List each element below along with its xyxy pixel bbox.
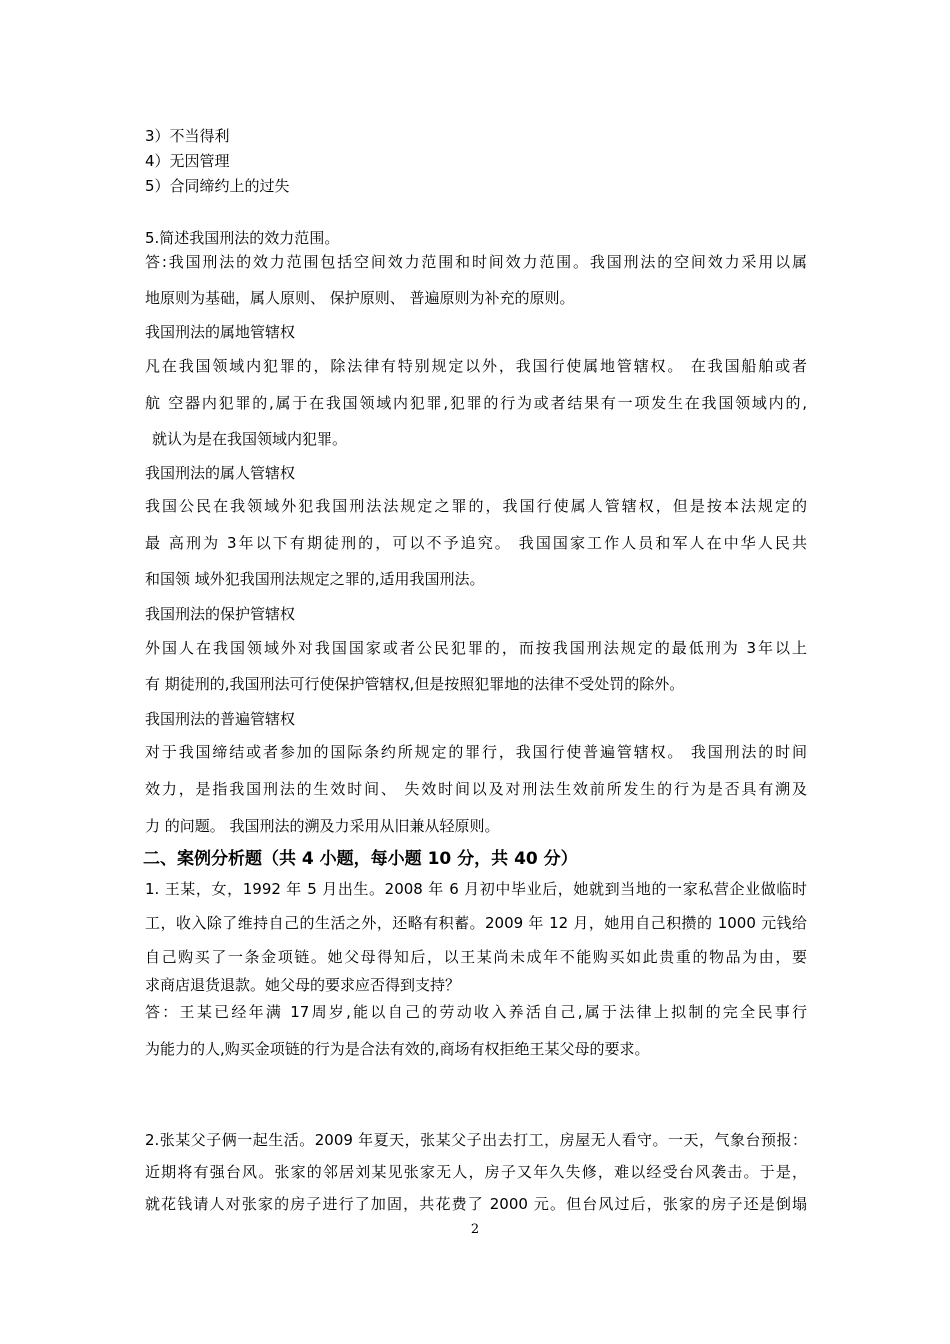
paragraph-line: 最 高刑为 3年以下有期徒刑的，可以不予追究。 我国国家工作人员和军人在中华人民共: [145, 534, 807, 552]
list-item: 4）无因管理: [145, 152, 230, 170]
case-1-answer-line: 答：王某已经年满 17周岁,能以自己的劳动收入养活自己,属于法律上拟制的完全民事行: [145, 1003, 807, 1021]
answer-line: 答:我国刑法的效力范围包括空间效力范围和时间效力范围。我国刑法的空间效力采用以属: [145, 253, 807, 271]
paragraph-line: 航 空器内犯罪的,属于在我国领域内犯罪,犯罪的行为或者结果有一项发生在我国领域内的,: [145, 394, 807, 412]
case-2-line: 近期将有强台风。张家的邻居刘某见张家无人，房子又年久失修，难以经受台风袭击。于是，: [145, 1163, 807, 1181]
paragraph-line: 外国人在我国领域外对我国国家或者公民犯罪的，而按我国刑法规定的最低刑为 3年以上: [145, 639, 807, 657]
subheading-territorial: 我国刑法的属地管辖权: [145, 323, 296, 341]
subheading-personal: 我国刑法的属人管辖权: [145, 464, 296, 482]
subheading-protective: 我国刑法的保护管辖权: [145, 605, 296, 623]
question-5-title: 5.简述我国刑法的效力范围。: [145, 229, 340, 247]
answer-line: 地原则为基础，属人原则、 保护原则、 普遍原则为补充的原则。: [145, 289, 575, 307]
paragraph-line: 效力，是指我国刑法的生效时间、 失效时间以及对刑法生效前所发生的行为是否具有溯及: [145, 780, 807, 798]
case-2-line: 2.张某父子俩一起生活。2009 年夏天，张某父子出去打工，房屋无人看守。一天，气象台预报：: [145, 1131, 807, 1149]
list-item: 3）不当得利: [145, 127, 230, 145]
section-heading: 二、案例分析题（共 4 小题，每小题 10 分，共 40 分）: [143, 849, 578, 869]
paragraph-line: 对于我国缔结或者参加的国际条约所规定的罪行，我国行使普遍管辖权。 我国刑法的时间: [145, 743, 807, 761]
paragraph-line: 有 期徒刑的,我国刑法可行使保护管辖权,但是按照犯罪地的法律不受处罚的除外。: [145, 675, 685, 693]
case-1-answer-line: 为能力的人,购买金项链的行为是合法有效的,商场有权拒绝王某父母的要求。: [145, 1040, 650, 1058]
paragraph-line: 力 的问题。 我国刑法的溯及力采用从旧兼从轻原则。: [145, 817, 500, 835]
case-1-line: 1. 王某，女，1992 年 5 月出生。2008 年 6 月初中毕业后，她就到当地的一家私营企业做临时: [145, 880, 807, 898]
paragraph-line: 凡在我国领域内犯罪的，除法律有特别规定以外，我国行使属地管辖权。 在我国船舶或者: [145, 357, 807, 375]
paragraph-line: 我国公民在我领域外犯我国刑法法规定之罪的，我国行使属人管辖权，但是按本法规定的: [145, 497, 807, 515]
case-1-line: 自己购买了一条金项链。她父母得知后，以王某尚未成年不能购买如此贵重的物品为由，要: [145, 948, 807, 966]
paragraph-line: 就认为是在我国领域内犯罪。: [152, 430, 348, 448]
page-number: 2: [470, 1222, 480, 1237]
case-1-line: 工，收入除了维持自己的生活之外，还略有积蓄。2009 年 12 月，她用自己积攒的 1000 元钱给: [145, 914, 807, 932]
subheading-universal: 我国刑法的普遍管辖权: [145, 710, 296, 728]
list-item: 5）合同缔约上的过失: [145, 177, 290, 195]
paragraph-line: 和国领 域外犯我国刑法规定之罪的,适用我国刑法。: [145, 570, 485, 588]
case-1-line: 求商店退货退款。她父母的要求应否得到支持？: [145, 976, 461, 994]
case-2-line: 就花钱请人对张家的房子进行了加固，共花费了 2000 元。但台风过后，张家的房子还是倒塌: [145, 1195, 807, 1213]
